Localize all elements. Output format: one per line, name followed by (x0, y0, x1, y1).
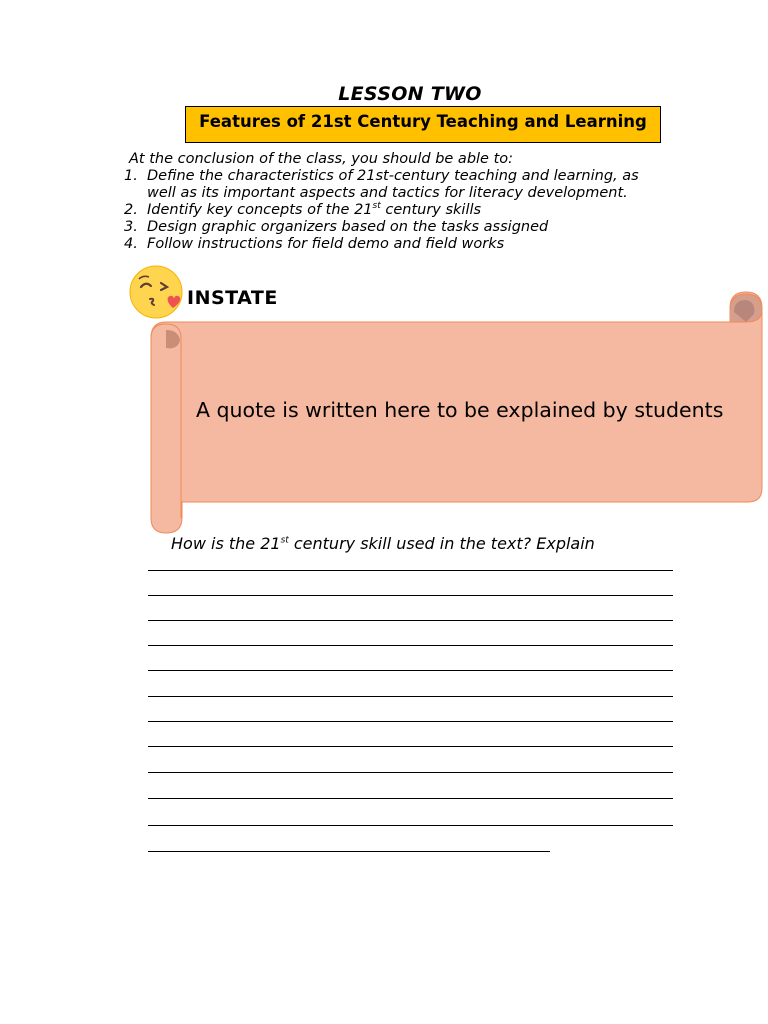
topic-banner (185, 106, 661, 143)
objective-text-continued: well as its important aspects and tactics for literacy development. (147, 185, 628, 201)
scroll-quote-text: A quote is written here to be explained by students (196, 398, 724, 422)
objective-item (124, 219, 684, 236)
answer-line[interactable] (148, 746, 673, 747)
answer-line[interactable] (148, 825, 673, 826)
objective-number: 2. (124, 202, 138, 218)
superscript-st: st (372, 201, 381, 212)
answer-line[interactable] (148, 798, 673, 799)
objectives-intro: At the conclusion of the class, you should be able to: (129, 151, 514, 167)
answer-line[interactable] (148, 645, 673, 646)
objective-number: 1. (124, 168, 138, 184)
kissing-face-emoji-icon (129, 265, 186, 320)
objective-item (124, 202, 684, 219)
answer-line[interactable] (148, 595, 673, 596)
answer-line[interactable] (148, 620, 673, 621)
objective-item (124, 168, 684, 202)
objective-text-end: century skills (380, 202, 482, 218)
objective-number: 4. (124, 236, 138, 252)
objective-number: 3. (124, 219, 138, 235)
objective-text: Identify key concepts of the 21 (147, 202, 373, 218)
objective-text: Follow instructions for field demo and field works (147, 236, 505, 252)
answer-line[interactable] (148, 721, 673, 722)
objective-item (124, 236, 684, 253)
answer-line-last[interactable] (148, 851, 550, 852)
answer-line[interactable] (148, 772, 673, 773)
answer-line[interactable] (148, 570, 673, 571)
question-text-end: century skill used in the text? Explain (288, 534, 595, 553)
topic-banner-title: Features of 21st Century Teaching and Learning (199, 112, 647, 131)
answer-line[interactable] (148, 696, 673, 697)
answer-line[interactable] (148, 670, 673, 671)
instate-heading: INSTATE (187, 287, 278, 309)
objective-text: Design graphic organizers based on the tasks assigned (147, 219, 549, 235)
superscript-st: st (280, 535, 289, 546)
objective-text: Define the characteristics of 21st-century teaching and learning, as (147, 168, 639, 184)
lesson-title: LESSON TWO (338, 83, 482, 105)
question-text: How is the 21 (171, 534, 281, 553)
question-prompt (171, 534, 595, 553)
objectives-list (124, 168, 684, 253)
